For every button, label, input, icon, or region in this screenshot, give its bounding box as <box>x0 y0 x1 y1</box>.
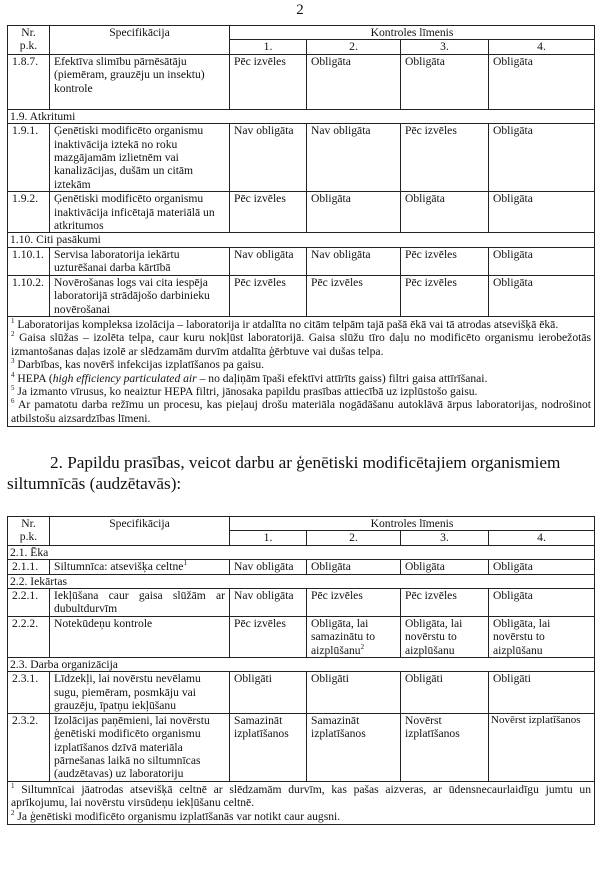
row-level-4: Obligāta <box>489 247 595 275</box>
table-row <box>8 672 595 713</box>
row-level-1: Pēc izvēles <box>230 54 307 109</box>
table-row <box>8 54 595 109</box>
table-row <box>8 616 595 657</box>
row-spec: Novērošanas logs vai cita iespēja laboratorijā strādājošo darbinieku novērošanai <box>50 275 230 316</box>
row-number: 1.9.2. <box>8 192 50 233</box>
row-number: 1.10.2. <box>8 275 50 316</box>
row-level-4: Obligāta, lai novērstu to aizplūšanu <box>489 616 595 657</box>
table-row <box>8 589 595 617</box>
row-spec: Ģenētiski modificēto organismu inaktivācija inficētajā materiālā un atkritumos <box>50 192 230 233</box>
table-row <box>8 713 595 781</box>
row-level-2: Nav obligāta <box>307 124 401 192</box>
row-level-3: Obligāta <box>401 54 489 109</box>
section-title: 2.1. Ēka <box>8 545 595 559</box>
level-4-header: 4. <box>489 531 595 545</box>
row-number: 1.8.7. <box>8 54 50 109</box>
level-3-header: 3. <box>401 40 489 54</box>
specification-header: Specifikācija <box>50 517 230 546</box>
section-title: 2.2. Iekārtas <box>8 574 595 588</box>
row-level-3: Pēc izvēles <box>401 124 489 192</box>
control-level-header: Kontroles līmenis <box>230 517 595 531</box>
footnote: $^2$ Ja ģenētiski modificēto organismu izplatīšanās var notikt caur augsni. <box>11 808 341 823</box>
row-number: 1.9.1. <box>8 124 50 192</box>
section-title: 1.10. Citi pasākumi <box>8 233 595 247</box>
row-spec: Izolācijas paņēmieni, lai novērstu ģenētiski modificēto organismu izplatīšanos dzīvā materiāla pārnešanas laikā no siltumnīcas (audzētavas) uz laboratoriju <box>50 713 230 781</box>
row-level-3: Pēc izvēles <box>401 589 489 617</box>
nr-header: Nr. <box>21 26 36 39</box>
table-row <box>8 247 595 275</box>
footnotes-row <box>8 781 595 824</box>
row-level-2: Obligāta, lai samazinātu to aizplūšanu$^2$ <box>307 616 401 657</box>
row-level-4: Obligāta <box>489 560 595 574</box>
row-level-2: Obligāta <box>307 54 401 109</box>
footnote: $^2$ Gaisa slūžas – izolēta telpa, caur kuru nokļūst laboratorijā. Gaisa slūžu tīro daļu no modificēto organismu ierobežotās izmantošanas daļas izolē ar slēdzamām durvīm atdalīta ģērbtuve vai dušas telpa. <box>11 330 592 358</box>
footnotes <box>8 781 595 824</box>
level-1-header: 1. <box>230 531 307 545</box>
footnote: $^6$ Ar pamatotu darba režīmu un procesu, kas pieļauj drošu materiāla nogādāšanu autoklāvā ārpus laboratorijas, nodrošinot atbilstošu aizsardzības līmeni. <box>11 397 592 425</box>
section-row <box>8 658 595 672</box>
footnote: $^3$ Darbības, kas novērš infekcijas izplatīšanos pa gaisu. <box>11 357 265 372</box>
row-level-3: Pēc izvēles <box>401 247 489 275</box>
row-spec: Notekūdeņu kontrole <box>50 616 230 657</box>
row-spec: Iekļūšana caur gaisa slūžām ar dubultdurvīm <box>50 589 230 617</box>
section-heading-line-2: siltumnīcās (audzētavās): <box>7 474 182 493</box>
section-row <box>8 109 595 123</box>
section-row <box>8 574 595 588</box>
row-level-1: Nav obligāta <box>230 247 307 275</box>
row-level-3: Obligāta <box>401 560 489 574</box>
specification-header: Specifikācija <box>50 26 230 55</box>
footnote: $^1$ Laboratorijas kompleksa izolācija – laboratorija ir atdalīta no citām telpām tajā pašā ēkā vai tā atrodas atsevišķā ēkā. <box>11 317 559 331</box>
row-level-4: Novērst izplatīšanos <box>489 713 595 781</box>
pk-header: p.k. <box>19 530 38 544</box>
row-number: 2.2.2. <box>8 616 50 657</box>
row-level-1: Nav obligāta <box>230 124 307 192</box>
row-level-2: Obligāta <box>307 560 401 574</box>
row-level-2: Pēc izvēles <box>307 589 401 617</box>
row-level-4: Obligāta <box>489 192 595 233</box>
row-number: 2.1.1. <box>8 560 50 574</box>
row-level-2: Obligāti <box>307 672 401 713</box>
footnote: $^1$ Siltumnīcai jāatrodas atsevišķā celtnē ar slēdzamām durvīm, kas pašas aizveras, ar ūdensnecaurlaidīgu jumtu un aprīkojumu, lai novērstu virsūdeņu iekļūšanu celtnē. <box>11 781 592 810</box>
row-level-2: Pēc izvēles <box>307 275 401 316</box>
footnote: $^5$ Ja izmanto vīrusus, ko neaiztur HEPA filtri, jānosaka papildu prasības attiecībā uz izplūstošo gaisu. <box>11 384 478 398</box>
row-spec: Siltumnīca: atsevišķa celtne$^1$ <box>50 560 230 574</box>
footnotes <box>8 316 595 426</box>
section-row <box>8 233 595 247</box>
level-3-header: 3. <box>401 531 489 545</box>
footnotes-row <box>8 316 595 426</box>
row-level-3: Obligāta, lai novērstu to aizplūšanu <box>401 616 489 657</box>
level-4-header: 4. <box>489 40 595 54</box>
row-level-1: Pēc izvēles <box>230 616 307 657</box>
row-number: 2.3.1. <box>8 672 50 713</box>
pk-header: p.k. <box>19 39 38 53</box>
row-level-1: Pēc izvēles <box>230 275 307 316</box>
row-level-1: Samazināt izplatīšanos <box>230 713 307 781</box>
requirements-table-2 <box>7 516 595 825</box>
row-level-4: Obligāta <box>489 54 595 109</box>
section-title: 1.9. Atkritumi <box>8 109 595 123</box>
footnote: $^4$ HEPA (high efficiency particulated air – no daļiņām īpaši efektīvi attīrīts gaiss) filtri gaisa attīrīšanai. <box>11 370 488 385</box>
nr-header: Nr. <box>21 517 36 530</box>
row-level-1: Nav obligāta <box>230 560 307 574</box>
level-1-header: 1. <box>230 40 307 54</box>
row-level-2: Nav obligāta <box>307 247 401 275</box>
section-title: 2.3. Darba organizācija <box>8 658 595 672</box>
row-level-3: Pēc izvēles <box>401 275 489 316</box>
section-heading <box>0 452 600 494</box>
table-row <box>8 192 595 233</box>
row-level-2: Samazināt izplatīšanos <box>307 713 401 781</box>
row-level-3: Novērst izplatīšanos <box>401 713 489 781</box>
row-number: 2.3.2. <box>8 713 50 781</box>
table-row <box>8 560 595 574</box>
row-number: 1.10.1. <box>8 247 50 275</box>
section-heading-line-1: 2. Papildu prasības, veicot darbu ar ģenētiski modificētajiem organismiem <box>50 453 561 472</box>
row-level-4: Obligāta <box>489 124 595 192</box>
table-header-row <box>8 26 595 40</box>
row-spec: Ģenētiski modificēto organismu inaktivācija iztekā no roku mazgājamām izlietnēm vai kanalizācijas, dušām un citām iztekām <box>50 124 230 192</box>
row-level-4: Obligāta <box>489 275 595 316</box>
row-level-4: Obligāti <box>489 672 595 713</box>
row-level-1: Obligāti <box>230 672 307 713</box>
requirements-table-1 <box>7 25 595 427</box>
row-spec: Servisa laboratorija iekārtu uzturēšanai darba kārtībā <box>50 247 230 275</box>
row-number: 2.2.1. <box>8 589 50 617</box>
page-number: 2 <box>296 2 304 18</box>
row-level-1: Nav obligāta <box>230 589 307 617</box>
row-spec: Līdzekļi, lai novērstu nevēlamu sugu, piemēram, posmkāju vai grauzēju, īpatņu iekļūšanu <box>50 672 230 713</box>
level-2-header: 2. <box>307 531 401 545</box>
row-level-3: Obligāti <box>401 672 489 713</box>
section-row <box>8 545 595 559</box>
row-level-2: Obligāta <box>307 192 401 233</box>
control-level-header: Kontroles līmenis <box>230 26 595 40</box>
table-row <box>8 124 595 192</box>
table-header-row <box>8 517 595 531</box>
row-level-3: Obligāta <box>401 192 489 233</box>
row-level-4: Obligāta <box>489 589 595 617</box>
row-spec: Efektīva slimību pārnēsātāju (piemēram, grauzēju un insektu) kontrole <box>50 54 230 109</box>
row-level-1: Pēc izvēles <box>230 192 307 233</box>
table-row <box>8 275 595 316</box>
level-2-header: 2. <box>307 40 401 54</box>
